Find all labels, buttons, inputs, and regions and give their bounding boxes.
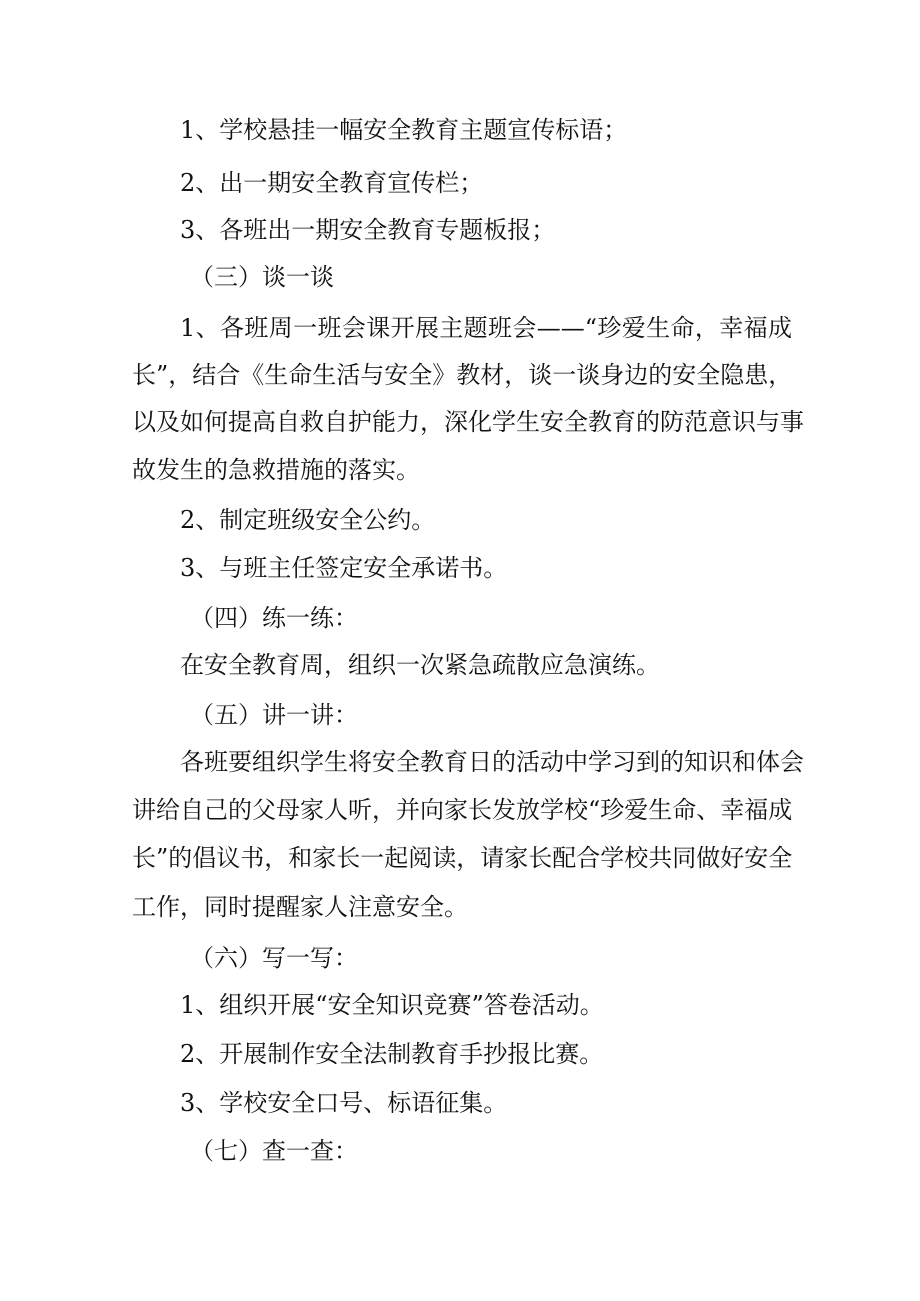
- paragraph-line: 故发生的急救措施的落实。: [132, 456, 420, 484]
- list-item-handwritten-newspaper: 2、开展制作安全法制教育手抄报比赛。: [180, 1040, 604, 1068]
- paragraph-line: 长”的倡议书，和家长一起阅读，请家长配合学校共同做好安全: [132, 844, 793, 872]
- list-item-2-bulletin: 2、出一期安全教育宣传栏；: [180, 169, 484, 197]
- paragraph-line: 各班要组织学生将安全教育日的活动中学习到的知识和体会: [180, 748, 804, 776]
- list-item-slogan-collection: 3、学校安全口号、标语征集。: [180, 1089, 508, 1117]
- paragraph-line: 长”，结合《生命生活与安全》教材，谈一谈身边的安全隐患，: [132, 361, 793, 389]
- paragraph-line: 讲给自己的父母家人听，并向家长发放学校“珍爱生命、幸福成: [132, 796, 793, 824]
- list-item-1-slogan: 1、学校悬挂一幅安全教育主题宣传标语；: [180, 116, 628, 144]
- list-item-3-blackboard: 3、各班出一期安全教育专题板报；: [180, 216, 556, 244]
- list-item-quiz: 1、组织开展“安全知识竞赛”答卷活动。: [180, 991, 604, 1019]
- list-item-commitment: 3、与班主任签定安全承诺书。: [180, 554, 508, 582]
- paragraph-line: 工作，同时提醒家人注意安全。: [132, 893, 468, 921]
- paragraph-line: 以及如何提高自救自护能力，深化学生安全教育的防范意识与事: [132, 408, 804, 436]
- section-heading-7: （七）查一查：: [190, 1137, 358, 1165]
- list-item-class-convention: 2、制定班级安全公约。: [180, 506, 436, 534]
- section-heading-6: （六）写一写：: [190, 944, 358, 972]
- section-heading-3: （三）谈一谈: [190, 263, 334, 291]
- paragraph-line: 1、各班周一班会课开展主题班会——“珍爱生命，幸福成: [180, 314, 792, 342]
- paragraph-line: 在安全教育周，组织一次紧急疏散应急演练。: [180, 651, 660, 679]
- section-heading-4: （四）练一练：: [190, 604, 358, 632]
- section-heading-5: （五）讲一讲：: [190, 701, 358, 729]
